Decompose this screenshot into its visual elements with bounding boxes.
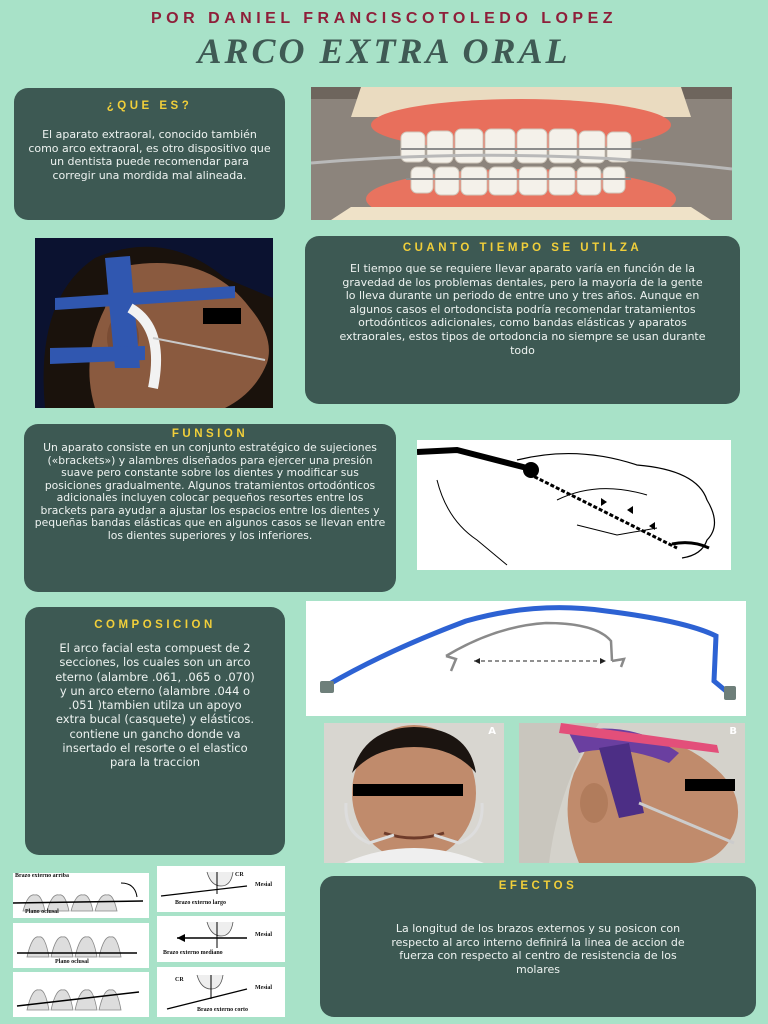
diagram-label-plane: Plano oclusal: [25, 909, 59, 915]
diagram-molar-2: [157, 916, 285, 962]
card-body-efectos: La longitud de los brazos externos y su posicon con respecto al arco interno definirá la linea de accion de fuerza con respecto al centro de resistencia de los molares: [391, 922, 685, 976]
diagram-teeth-1: [13, 873, 149, 918]
card-heading-funsion: FUNSION: [171, 428, 249, 440]
photo-profile-headgear: [35, 238, 273, 408]
card-body-composicion: El arco facial esta compuest de 2 secciones, los cuales son un arco eterno (alambre .061, .065 o .070) y un arco eterno (alambre .044 o .051 )tambien utilza un apoyo extra bucal (casquete) y elásticos. contiene un gancho donde va insertado el resorte o el elastico para la traccion: [55, 641, 255, 770]
card-composicion: [25, 607, 285, 855]
diagram-label-arm-medium: Brazo externo mediano: [163, 950, 223, 956]
diagram-label-plane: Plano oclusal: [55, 959, 89, 965]
diagram-label-cr: CR: [235, 872, 244, 878]
author-line: POR DANIEL FRANCISCOTOLEDO LOPEZ: [150, 10, 618, 27]
diagram-molar-3: [157, 967, 285, 1017]
photo-profile-b: [519, 723, 745, 863]
card-que-es: [14, 88, 285, 220]
diagram-label-cr: CR: [175, 977, 184, 983]
diagram-molar-1: [157, 866, 285, 912]
diagram-label-mesial: Mesial: [255, 882, 272, 888]
diagram-teeth-2: [13, 923, 149, 968]
card-body-que-es: El aparato extraoral, conocido también como arco extraoral, es otro dispositivo que un dentista puede recomendar para corregir una mordida mal alineada.: [28, 128, 271, 182]
card-heading-que-es: ¿QUE ES?: [106, 100, 193, 112]
privacy-bar: [203, 308, 241, 324]
card-efectos: [320, 876, 756, 1017]
diagram-teeth-3: [13, 972, 149, 1017]
diagram-label-mesial: Mesial: [255, 985, 272, 991]
diagram-facebow-wire: [306, 601, 746, 716]
card-body-funsion: Un aparato consiste en un conjunto estratégico de sujeciones («brackets») y alambres diseñados para ejercer una presión suave pero constante sobre los dientes y modificar sus posiciones gradualmente. Algunos tratamientos ortodónticos adicionales incluyen colocar pequeños resortes entre los brackets para ayudar a ajustar los espacios entre los dientes y pequeñas bandas elásticas que en algunos casos se llevan entre los dientes superiores y los inferiores.: [34, 441, 386, 542]
privacy-bar: [353, 784, 463, 796]
photo-label-b: B: [729, 726, 737, 737]
page-title: ARCO EXTRA ORAL: [197, 31, 571, 71]
card-cuanto-tiempo: [305, 236, 740, 404]
photo-frontal-a: [324, 723, 504, 863]
card-heading-cuanto-tiempo: CUANTO TIEMPO SE UTILZA: [402, 242, 643, 254]
diagram-profile-sketch: [417, 440, 731, 570]
card-heading-composicion: COMPOSICION: [94, 619, 216, 631]
photo-label-a: A: [488, 726, 496, 737]
diagram-label-arm-long: Brazo externo largo: [175, 900, 226, 906]
privacy-bar: [685, 779, 735, 791]
diagram-label-top: Brazo externo arriba: [15, 873, 69, 879]
photo-dental-model: [311, 87, 732, 220]
diagram-label-mesial: Mesial: [255, 932, 272, 938]
card-funsion: [24, 424, 396, 592]
card-heading-efectos: EFECTOS: [498, 880, 578, 892]
diagram-label-arm-short: Brazo externo corto: [197, 1007, 248, 1013]
card-body-cuanto-tiempo: El tiempo que se requiere llevar aparato varía en función de la gravedad de los problemas dentales, pero la mayoría de la gente lo lleva durante un periodo de entre uno y tres años. Aunque en algunos casos el ortodoncista podría recomendar tratamientos ortodónticos adicionales, como bandas elásticas y aparatos extraorales, estos tipos de ortodoncia no siempre se usan durante todo: [339, 262, 706, 357]
